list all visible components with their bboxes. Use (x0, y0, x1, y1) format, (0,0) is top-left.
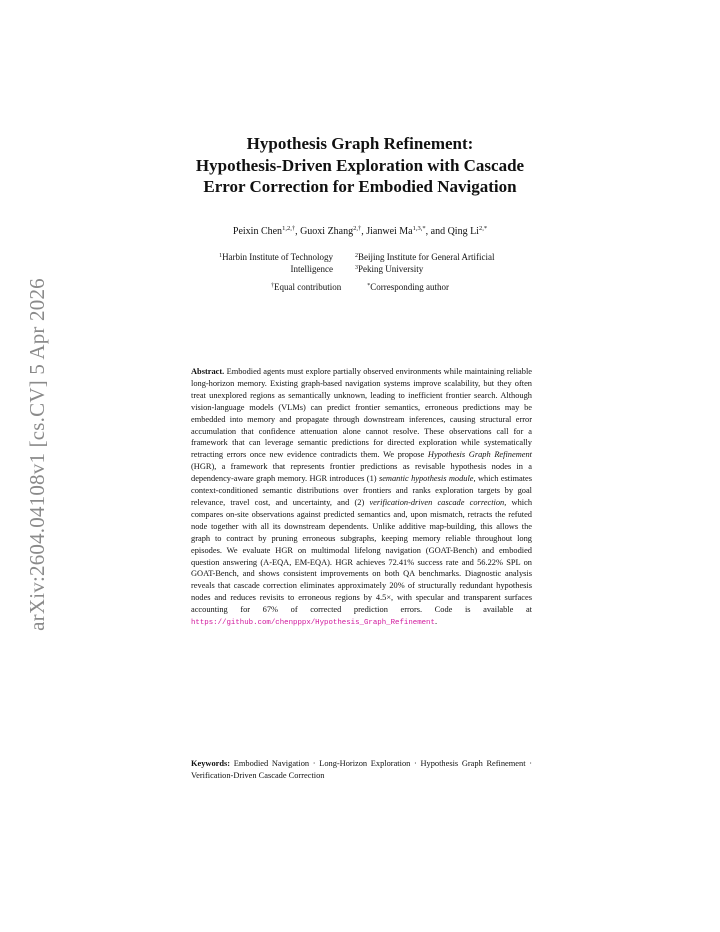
author-name: Qing Li (447, 226, 479, 237)
author-separator: , and (425, 226, 448, 237)
affiliation-text: Harbin Institute of Technology (222, 252, 333, 262)
equal-contribution-mark: † (271, 283, 274, 289)
arxiv-stamp-text: arXiv:2604.04108v1 [cs.CV] 5 Apr 2026 (24, 277, 49, 631)
keywords-heading: Keywords: (191, 759, 231, 768)
equal-contribution-note: Equal contribution (274, 282, 342, 292)
affiliation-text: Beijing Institute for General Artificial (358, 252, 495, 262)
abstract-heading: Abstract. (191, 367, 225, 376)
abstract-text: . (434, 617, 438, 627)
author-separator: , (295, 226, 301, 237)
author-marks: 2,† (353, 225, 362, 232)
affiliation-left (150, 251, 333, 275)
title-line-2: Hypothesis-Driven Exploration with Cascade (195, 155, 525, 175)
author-name: Guoxi Zhang (300, 226, 354, 237)
affiliation-text: Peking University (358, 264, 424, 274)
arxiv-stamp (15, 268, 59, 640)
keywords-text: Embodied Navigation · Long-Horizon Exploration · Hypothesis Graph Refinement · Verification-Driven Cascade Correction (191, 759, 532, 780)
module-name: semantic hypothesis module (378, 474, 474, 484)
affiliation-mark: 1 (219, 253, 223, 259)
author-name: Peixin Chen (232, 226, 283, 237)
affiliation-mark: 3 (355, 265, 358, 271)
abstract-text: , which estimates context-conditioned semantic distributions over frontiers and ranks exploration targets by goal relevance, travel cost, and uncertainty, and (2) (191, 474, 532, 507)
keywords (191, 758, 532, 782)
author-list (150, 226, 570, 237)
module-name: verification-driven cascade correction (369, 497, 505, 507)
author-name: Jianwei Ma (366, 226, 413, 237)
author-marks: 2,* (478, 225, 488, 232)
corresponding-author-mark: * (367, 283, 371, 289)
author-marks: 1,3,* (412, 225, 426, 232)
corresponding-author-note: Corresponding author (370, 282, 449, 292)
paper-title (160, 133, 560, 198)
title-line-1: Hypothesis Graph Refinement: (246, 134, 474, 153)
abstract-text: (HGR), a framework that represents frontier predictions as revisable hypothesis nodes in a dependency-aware graph memory. HGR introduces (1) (191, 462, 532, 484)
abstract-text: Embodied agents must explore partially observed environments while maintaining reliable long-horizon memory. Existing graph-based navigation systems improve scalability, but they often treat unexplored regions as semantically unknown, leading to inefficient frontier search. Although vision-language models (VLMs) can predict frontier semantics, erroneous predictions may be embedded into memory and propagate through downstream inferences, causing structural error accumulation that confidence attenuation alone cannot resolve. These observations call for a framework that can leverage semantic predictions for directed exploration while systematically retracting errors once new evidence contradicts them. We propose (191, 367, 532, 460)
method-name: Hypothesis Graph Refinement (427, 450, 532, 460)
author-marks: 1,2,† (282, 225, 296, 232)
affiliation-text: Intelligence (290, 264, 333, 274)
author-separator: , (361, 226, 367, 237)
abstract (191, 366, 532, 630)
code-link[interactable]: https://github.com/chenpppx/Hypothesis_Graph_Refinement (191, 619, 435, 628)
author-notes (150, 282, 570, 292)
abstract-text: , which compares on-site observations against predicted semantics and, upon mismatch, retracts the refuted node together with all its downstream dependents. Unlike additive map-building, this allows the graph to contract by pruning erroneous subgraphs, keeping memory reliable throughout long episodes. We evaluate HGR on multimodal lifelong navigation (GOAT-Bench) and embodied question answering (A-EQA, EM-EQA). HGR achieves 72.41% success rate and 56.22% SPL on GOAT-Bench, and shows consistent improvements on both QA benchmarks. Diagnostic analysis reveals that cascade correction eliminates approximately 20% of structurally redundant hypothesis nodes and reduces revisits to erroneous regions by 4.5×, with specular and transparent surfaces accounting for 67% of corrected prediction errors. Code is available at (191, 497, 533, 615)
affiliation-right (355, 251, 555, 275)
affiliation-mark: 2 (355, 253, 358, 259)
title-line-3: Error Correction for Embodied Navigation (203, 177, 517, 196)
